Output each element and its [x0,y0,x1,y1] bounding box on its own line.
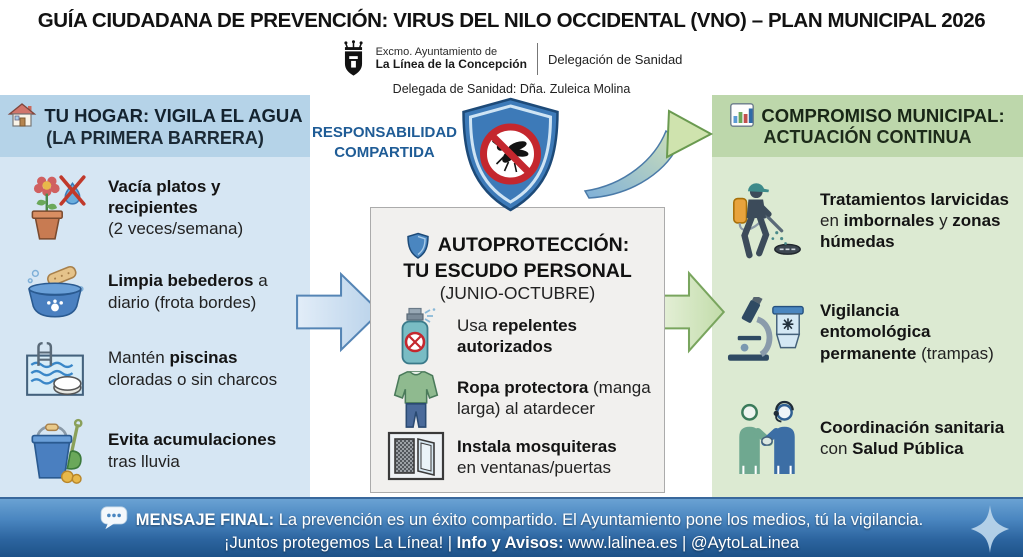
item-text: Tratamientos larvicidas en imbornales y zonas húmedas [820,189,1009,252]
item-text: Ropa protectora (manga larga) al atardecer [457,378,651,419]
final-message-line1: MENSAJE FINAL: La prevención es un éxito compartido. El Ayuntamiento pone los medios, tú la vigilancia. [0,506,1023,532]
larvicide-sprayer-icon [726,178,808,264]
left-panel-header: TU HOGAR: VIGILA EL AGUA (LA PRIMERA BARRERA) [0,95,310,157]
shared-responsibility-zone [310,95,712,497]
list-item [726,178,1019,264]
right-panel-items [712,157,1023,497]
coat-of-arms-icon [341,40,366,78]
small-shield-icon [406,232,430,260]
item-text: Coordinación sanitaria con Salud Pública [820,418,1005,459]
list-item [726,400,1019,476]
item-text: Vigilancia entomológica permanente (trampas) [820,301,994,363]
list-item [387,367,664,429]
home-prevention-panel [0,95,310,497]
flowerpot-no-stagnant-water-icon [14,171,96,245]
item-text: Evita acumulaciones tras lluvia [108,430,277,471]
organization-name: Excmo. Ayuntamiento de La Línea de la Concepción [375,45,527,72]
window-screen-icon [387,431,445,483]
curved-flow-arrow-icon [583,101,715,199]
self-protection-items [371,304,664,486]
item-text: Usa repelentes autorizados [457,316,578,357]
left-panel-items [0,157,310,497]
bar-chart-icon [730,103,754,127]
department-name: Delegación de Sanidad [547,51,683,67]
list-item [726,297,1019,367]
final-message-bar [0,497,1023,557]
item-text: Vacía platos y recipientes (2 veces/semana) [108,176,244,239]
right-panel-header: COMPROMISO MUNICIPAL: ACTUACIÓN CONTINUA [712,95,1023,157]
divider [537,43,538,75]
website-link[interactable]: www.lalinea.es [563,534,678,552]
list-item [14,264,306,320]
house-icon [7,102,37,128]
list-item [387,307,664,365]
social-handle-link[interactable]: @AytoLaLinea [690,534,800,552]
list-item [387,431,664,483]
list-item [14,418,306,484]
self-protection-panel [370,207,665,493]
sparkle-icon [969,504,1011,554]
pool-chlorine-icon [14,339,96,399]
item-text: Mantén piscinas cloradas o sin charcos [108,348,278,389]
item-text: Limpia bebederos a diario (frota bordes) [108,271,268,312]
municipal-commitment-panel [712,95,1023,497]
item-text: Instala mosquiteras en ventanas/puertas [457,437,617,478]
microscope-trap-icon [726,297,808,367]
header [0,0,1023,95]
repellent-spray-icon [387,307,445,365]
shared-responsibility-label: RESPONSABILIDAD COMPARTIDA [312,124,458,161]
speech-bubble-icon [100,506,128,530]
protective-clothing-icon [387,367,445,429]
list-item [14,339,306,399]
delegate-name: Delegada de Sanidad: Dña. Zuleica Molina [392,82,631,96]
organization-row [0,39,1023,79]
self-protection-header: AUTOPROTECCIÓN: TU ESCUDO PERSONAL (JUNIO-OCTUBRE) [371,232,664,304]
final-message-line2: ¡Juntos protegemos La Línea! | Info y Avisos: www.lalinea.es | @AytoLaLinea [223,534,800,552]
pet-bowl-brush-icon [14,264,96,320]
no-mosquito-shield-icon [453,95,569,215]
handshake-coordination-icon [726,400,808,476]
page-title: GUÍA CIUDADANA DE PREVENCIÓN: VIRUS DEL NILO OCCIDENTAL (VNO) – PLAN MUNICIPAL 2026 [37,9,986,32]
list-item [14,171,306,245]
bucket-shovel-icon [14,418,96,484]
